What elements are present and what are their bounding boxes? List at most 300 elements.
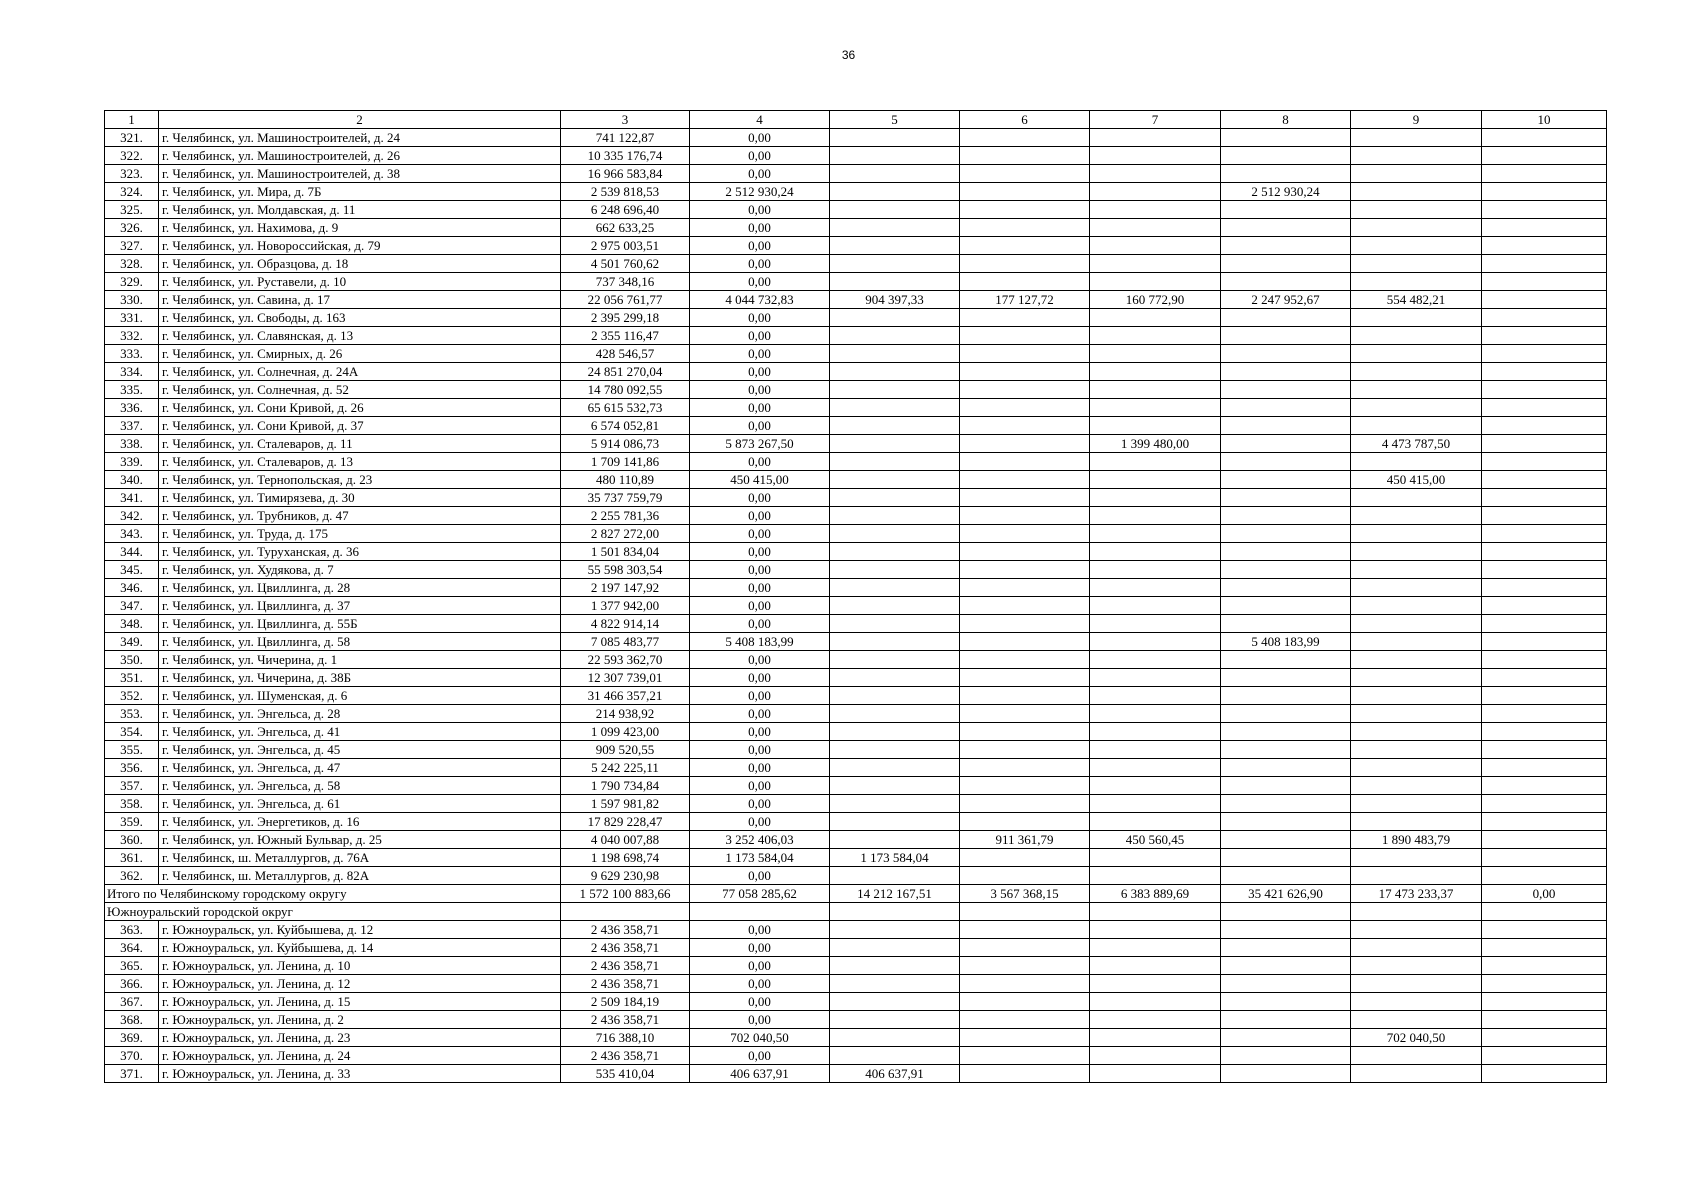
- row-number-cell: 349.: [105, 633, 159, 651]
- table-row: [105, 633, 1607, 651]
- table-row: [105, 165, 1607, 183]
- amount-cell: [1482, 867, 1607, 885]
- amount-cell: [1482, 1065, 1607, 1083]
- amount-cell: [1090, 669, 1221, 687]
- amount-cell: 5 914 086,73: [561, 435, 690, 453]
- address-cell: г. Челябинск, ул. Машиностроителей, д. 38: [159, 165, 561, 183]
- amount-cell: 0,00: [690, 579, 830, 597]
- amount-cell: 0,00: [690, 597, 830, 615]
- row-number-cell: 333.: [105, 345, 159, 363]
- address-cell: г. Челябинск, ул. Руставели, д. 10: [159, 273, 561, 291]
- amount-cell: [830, 309, 960, 327]
- amount-cell: [960, 183, 1090, 201]
- amount-cell: 450 560,45: [1090, 831, 1221, 849]
- amount-cell: [960, 255, 1090, 273]
- amount-cell: [1482, 687, 1607, 705]
- amount-cell: 2 247 952,67: [1221, 291, 1351, 309]
- amount-cell: [830, 777, 960, 795]
- amount-cell: [830, 471, 960, 489]
- amount-cell: 24 851 270,04: [561, 363, 690, 381]
- row-number-cell: 339.: [105, 453, 159, 471]
- table-row: [105, 543, 1607, 561]
- address-cell: г. Челябинск, ул. Тимирязева, д. 30: [159, 489, 561, 507]
- empty-cell: [1482, 903, 1607, 921]
- amount-cell: 12 307 739,01: [561, 669, 690, 687]
- amount-cell: [1090, 147, 1221, 165]
- amount-cell: [1221, 273, 1351, 291]
- table-row: [105, 453, 1607, 471]
- amount-cell: 2 255 781,36: [561, 507, 690, 525]
- amount-cell: [1482, 381, 1607, 399]
- amount-cell: [1090, 957, 1221, 975]
- amount-cell: [1482, 795, 1607, 813]
- amount-cell: [830, 507, 960, 525]
- amount-cell: [1221, 417, 1351, 435]
- amount-cell: [960, 957, 1090, 975]
- amount-cell: 0,00: [690, 1047, 830, 1065]
- amount-cell: 406 637,91: [830, 1065, 960, 1083]
- amount-cell: 2 512 930,24: [690, 183, 830, 201]
- amount-cell: [960, 813, 1090, 831]
- amount-cell: [830, 201, 960, 219]
- amount-cell: 0,00: [690, 813, 830, 831]
- row-number-cell: 348.: [105, 615, 159, 633]
- amount-cell: [1351, 939, 1482, 957]
- table-row: [105, 867, 1607, 885]
- amount-cell: 2 975 003,51: [561, 237, 690, 255]
- amount-cell: [830, 975, 960, 993]
- amount-cell: [1221, 1011, 1351, 1029]
- table-row: [105, 705, 1607, 723]
- amount-cell: [830, 273, 960, 291]
- table-row: [105, 435, 1607, 453]
- row-number-cell: 334.: [105, 363, 159, 381]
- row-number-cell: 346.: [105, 579, 159, 597]
- table-row: [105, 273, 1607, 291]
- amount-cell: 22 056 761,77: [561, 291, 690, 309]
- amount-cell: [1351, 867, 1482, 885]
- amount-cell: [830, 597, 960, 615]
- amount-cell: 0,00: [690, 705, 830, 723]
- table-row: [105, 723, 1607, 741]
- row-number-cell: 338.: [105, 435, 159, 453]
- amount-cell: 0,00: [690, 255, 830, 273]
- row-number-cell: 354.: [105, 723, 159, 741]
- total-amount-cell: 1 572 100 883,66: [561, 885, 690, 903]
- amount-cell: [830, 831, 960, 849]
- amount-cell: [1351, 597, 1482, 615]
- table-row: [105, 129, 1607, 147]
- amount-cell: [1221, 1047, 1351, 1065]
- amount-cell: [1351, 687, 1482, 705]
- amount-cell: [1221, 219, 1351, 237]
- amount-cell: 1 173 584,04: [830, 849, 960, 867]
- amount-cell: [1090, 615, 1221, 633]
- amount-cell: [960, 1011, 1090, 1029]
- amount-cell: 0,00: [690, 543, 830, 561]
- amount-cell: [1351, 165, 1482, 183]
- amount-cell: [1090, 363, 1221, 381]
- column-header: 6: [960, 111, 1090, 129]
- total-amount-cell: 3 567 368,15: [960, 885, 1090, 903]
- amount-cell: [960, 201, 1090, 219]
- amount-cell: [830, 669, 960, 687]
- amount-cell: [1221, 813, 1351, 831]
- table-row: [105, 759, 1607, 777]
- amount-cell: [1351, 219, 1482, 237]
- amount-cell: 0,00: [690, 669, 830, 687]
- amount-cell: 2 197 147,92: [561, 579, 690, 597]
- amount-cell: 450 415,00: [690, 471, 830, 489]
- amount-cell: [1090, 309, 1221, 327]
- amount-cell: [1090, 813, 1221, 831]
- amount-cell: [960, 975, 1090, 993]
- amount-cell: [960, 219, 1090, 237]
- amount-cell: [1090, 993, 1221, 1011]
- row-number-cell: 343.: [105, 525, 159, 543]
- amount-cell: 0,00: [690, 507, 830, 525]
- row-number-cell: 321.: [105, 129, 159, 147]
- amount-cell: 554 482,21: [1351, 291, 1482, 309]
- amount-cell: 177 127,72: [960, 291, 1090, 309]
- amount-cell: [830, 615, 960, 633]
- row-number-cell: 365.: [105, 957, 159, 975]
- row-number-cell: 337.: [105, 417, 159, 435]
- amount-cell: [1351, 615, 1482, 633]
- amount-cell: [1090, 129, 1221, 147]
- row-number-cell: 364.: [105, 939, 159, 957]
- amount-cell: [1351, 1065, 1482, 1083]
- amount-cell: [1090, 741, 1221, 759]
- amount-cell: 0,00: [690, 723, 830, 741]
- amount-cell: [1482, 651, 1607, 669]
- address-cell: г. Южноуральск, ул. Ленина, д. 33: [159, 1065, 561, 1083]
- table-row: [105, 1065, 1607, 1083]
- row-number-cell: 370.: [105, 1047, 159, 1065]
- row-number-cell: 371.: [105, 1065, 159, 1083]
- amount-cell: [1221, 345, 1351, 363]
- amount-cell: [830, 543, 960, 561]
- address-cell: г. Челябинск, ул. Шуменская, д. 6: [159, 687, 561, 705]
- column-header: 5: [830, 111, 960, 129]
- amount-cell: [1351, 651, 1482, 669]
- amount-cell: [1482, 273, 1607, 291]
- address-cell: г. Челябинск, ш. Металлургов, д. 82А: [159, 867, 561, 885]
- amount-cell: 1 790 734,84: [561, 777, 690, 795]
- amount-cell: 0,00: [690, 327, 830, 345]
- amount-cell: [1482, 849, 1607, 867]
- table-row: [105, 363, 1607, 381]
- amount-cell: [1482, 363, 1607, 381]
- amount-cell: 0,00: [690, 795, 830, 813]
- row-number-cell: 366.: [105, 975, 159, 993]
- amount-cell: [830, 921, 960, 939]
- amount-cell: [1221, 579, 1351, 597]
- amount-cell: [960, 399, 1090, 417]
- table-row: [105, 309, 1607, 327]
- amount-cell: [830, 147, 960, 165]
- amount-cell: [1351, 543, 1482, 561]
- column-header: 1: [105, 111, 159, 129]
- amount-cell: 0,00: [690, 237, 830, 255]
- amount-cell: [1482, 615, 1607, 633]
- empty-cell: [561, 903, 690, 921]
- amount-cell: [1482, 327, 1607, 345]
- address-cell: г. Челябинск, ул. Энергетиков, д. 16: [159, 813, 561, 831]
- total-amount-cell: 6 383 889,69: [1090, 885, 1221, 903]
- amount-cell: [1090, 1011, 1221, 1029]
- amount-cell: [960, 615, 1090, 633]
- amount-cell: [1351, 633, 1482, 651]
- amount-cell: 741 122,87: [561, 129, 690, 147]
- amount-cell: [830, 561, 960, 579]
- amount-cell: [1221, 723, 1351, 741]
- amount-cell: 4 501 760,62: [561, 255, 690, 273]
- amount-cell: [1482, 417, 1607, 435]
- amount-cell: [1221, 327, 1351, 345]
- address-cell: г. Челябинск, ул. Молдавская, д. 11: [159, 201, 561, 219]
- amount-cell: 2 395 299,18: [561, 309, 690, 327]
- amount-cell: [830, 1029, 960, 1047]
- amount-cell: [1351, 993, 1482, 1011]
- amount-cell: [1090, 255, 1221, 273]
- amount-cell: [960, 921, 1090, 939]
- amount-cell: [830, 219, 960, 237]
- empty-cell: [1351, 903, 1482, 921]
- amount-cell: [1221, 489, 1351, 507]
- empty-cell: [1221, 903, 1351, 921]
- amount-cell: [1351, 849, 1482, 867]
- amount-cell: [1221, 147, 1351, 165]
- amount-cell: 2 509 184,19: [561, 993, 690, 1011]
- amount-cell: [830, 705, 960, 723]
- row-number-cell: 324.: [105, 183, 159, 201]
- amount-cell: [1090, 849, 1221, 867]
- amount-cell: [1482, 777, 1607, 795]
- amount-cell: 0,00: [690, 921, 830, 939]
- amount-cell: [1221, 993, 1351, 1011]
- amount-cell: [1090, 237, 1221, 255]
- amount-cell: [1221, 453, 1351, 471]
- amount-cell: [1221, 705, 1351, 723]
- amount-cell: [1090, 507, 1221, 525]
- amount-cell: 0,00: [690, 615, 830, 633]
- amount-cell: [1351, 723, 1482, 741]
- amount-cell: [1090, 705, 1221, 723]
- amount-cell: [1221, 687, 1351, 705]
- amount-cell: [830, 867, 960, 885]
- amount-cell: [1090, 1029, 1221, 1047]
- table-row: [105, 777, 1607, 795]
- amount-cell: [1221, 867, 1351, 885]
- amount-cell: [1351, 237, 1482, 255]
- address-cell: г. Челябинск, ул. Солнечная, д. 52: [159, 381, 561, 399]
- amount-cell: 5 408 183,99: [1221, 633, 1351, 651]
- amount-cell: 1 198 698,74: [561, 849, 690, 867]
- total-amount-cell: 77 058 285,62: [690, 885, 830, 903]
- amount-cell: [1221, 831, 1351, 849]
- amount-cell: [1221, 597, 1351, 615]
- table-row: [105, 525, 1607, 543]
- address-cell: г. Челябинск, ул. Тернопольская, д. 23: [159, 471, 561, 489]
- table-row: [105, 507, 1607, 525]
- amount-cell: [1482, 579, 1607, 597]
- amount-cell: [1090, 219, 1221, 237]
- empty-cell: [830, 903, 960, 921]
- total-amount-cell: 17 473 233,37: [1351, 885, 1482, 903]
- row-number-cell: 351.: [105, 669, 159, 687]
- amount-cell: 2 436 358,71: [561, 939, 690, 957]
- address-cell: г. Челябинск, ул. Цвиллинга, д. 37: [159, 597, 561, 615]
- amount-cell: [1482, 813, 1607, 831]
- amount-cell: 1 597 981,82: [561, 795, 690, 813]
- amount-cell: [1482, 165, 1607, 183]
- amount-cell: [1221, 795, 1351, 813]
- amount-cell: [1351, 525, 1482, 543]
- row-number-cell: 350.: [105, 651, 159, 669]
- address-cell: г. Челябинск, ул. Машиностроителей, д. 24: [159, 129, 561, 147]
- amount-cell: [830, 327, 960, 345]
- amount-cell: [1221, 435, 1351, 453]
- address-cell: г. Челябинск, ул. Южный Бульвар, д. 25: [159, 831, 561, 849]
- amount-cell: [830, 687, 960, 705]
- amount-cell: 716 388,10: [561, 1029, 690, 1047]
- table-row: [105, 327, 1607, 345]
- amount-cell: [1090, 165, 1221, 183]
- row-number-cell: 367.: [105, 993, 159, 1011]
- amount-cell: 0,00: [690, 957, 830, 975]
- amount-cell: [1221, 561, 1351, 579]
- amount-cell: [1090, 381, 1221, 399]
- amount-cell: 0,00: [690, 147, 830, 165]
- amount-cell: 0,00: [690, 345, 830, 363]
- amount-cell: 2 436 358,71: [561, 975, 690, 993]
- amount-cell: [1221, 363, 1351, 381]
- table-row: [105, 795, 1607, 813]
- address-cell: г. Челябинск, ул. Савина, д. 17: [159, 291, 561, 309]
- amount-cell: [1351, 183, 1482, 201]
- amount-cell: 2 436 358,71: [561, 1011, 690, 1029]
- amount-cell: [830, 399, 960, 417]
- amount-cell: [960, 543, 1090, 561]
- amount-cell: [830, 525, 960, 543]
- amount-cell: [960, 741, 1090, 759]
- amount-cell: [1482, 291, 1607, 309]
- amount-cell: [1351, 813, 1482, 831]
- amount-cell: 702 040,50: [690, 1029, 830, 1047]
- amount-cell: 2 539 818,53: [561, 183, 690, 201]
- amount-cell: [1351, 129, 1482, 147]
- amount-cell: 31 466 357,21: [561, 687, 690, 705]
- amount-cell: [1090, 543, 1221, 561]
- amount-cell: [960, 687, 1090, 705]
- empty-cell: [960, 903, 1090, 921]
- amount-cell: [1090, 471, 1221, 489]
- amount-cell: [1482, 1047, 1607, 1065]
- amount-cell: [1351, 921, 1482, 939]
- amount-cell: [1482, 237, 1607, 255]
- amount-cell: [830, 183, 960, 201]
- amount-cell: 0,00: [690, 417, 830, 435]
- amount-cell: 662 633,25: [561, 219, 690, 237]
- address-cell: г. Челябинск, ул. Сталеваров, д. 11: [159, 435, 561, 453]
- amount-cell: 4 040 007,88: [561, 831, 690, 849]
- amount-cell: [1351, 579, 1482, 597]
- amount-cell: [1351, 309, 1482, 327]
- amount-cell: [1351, 561, 1482, 579]
- amount-cell: 0,00: [690, 381, 830, 399]
- amount-cell: 0,00: [690, 165, 830, 183]
- amount-cell: [960, 597, 1090, 615]
- table-row: [105, 975, 1607, 993]
- amount-cell: 2 436 358,71: [561, 1047, 690, 1065]
- amount-cell: [960, 723, 1090, 741]
- amount-cell: [960, 561, 1090, 579]
- row-number-cell: 332.: [105, 327, 159, 345]
- amount-cell: 4 473 787,50: [1351, 435, 1482, 453]
- address-cell: г. Челябинск, ул. Образцова, д. 18: [159, 255, 561, 273]
- amount-cell: [830, 579, 960, 597]
- row-number-cell: 330.: [105, 291, 159, 309]
- amount-cell: 2 436 358,71: [561, 921, 690, 939]
- amount-cell: [1221, 615, 1351, 633]
- column-header: 4: [690, 111, 830, 129]
- amount-cell: 535 410,04: [561, 1065, 690, 1083]
- empty-cell: [1090, 903, 1221, 921]
- address-cell: г. Челябинск, ул. Худякова, д. 7: [159, 561, 561, 579]
- address-cell: г. Южноуральск, ул. Ленина, д. 15: [159, 993, 561, 1011]
- amount-cell: 0,00: [690, 1011, 830, 1029]
- amount-cell: [1221, 1065, 1351, 1083]
- amount-cell: [1221, 507, 1351, 525]
- amount-cell: 0,00: [690, 777, 830, 795]
- table-row: [105, 939, 1607, 957]
- amount-cell: [960, 1029, 1090, 1047]
- amount-cell: 480 110,89: [561, 471, 690, 489]
- amount-cell: [1482, 183, 1607, 201]
- total-amount-cell: 0,00: [1482, 885, 1607, 903]
- amount-cell: [1090, 525, 1221, 543]
- row-number-cell: 362.: [105, 867, 159, 885]
- amount-cell: [1090, 777, 1221, 795]
- amount-cell: [1482, 1029, 1607, 1047]
- amount-cell: [1090, 453, 1221, 471]
- amount-cell: [1090, 399, 1221, 417]
- address-cell: г. Южноуральск, ул. Ленина, д. 2: [159, 1011, 561, 1029]
- amount-cell: [1090, 561, 1221, 579]
- amount-cell: [1221, 957, 1351, 975]
- amount-cell: [1482, 741, 1607, 759]
- amount-cell: [830, 939, 960, 957]
- address-cell: г. Челябинск, ул. Энгельса, д. 41: [159, 723, 561, 741]
- row-number-cell: 331.: [105, 309, 159, 327]
- amount-cell: [1482, 993, 1607, 1011]
- amount-cell: 2 827 272,00: [561, 525, 690, 543]
- amount-cell: [1221, 201, 1351, 219]
- amount-cell: [1221, 1029, 1351, 1047]
- amount-cell: [1090, 183, 1221, 201]
- amount-cell: [1482, 399, 1607, 417]
- amount-cell: [1351, 453, 1482, 471]
- row-number-cell: 352.: [105, 687, 159, 705]
- amount-cell: 2 355 116,47: [561, 327, 690, 345]
- amount-cell: [1221, 129, 1351, 147]
- amount-cell: [1090, 597, 1221, 615]
- page-number: 36: [841, 48, 856, 62]
- total-amount-cell: 14 212 167,51: [830, 885, 960, 903]
- amount-cell: 406 637,91: [690, 1065, 830, 1083]
- amount-cell: [1482, 525, 1607, 543]
